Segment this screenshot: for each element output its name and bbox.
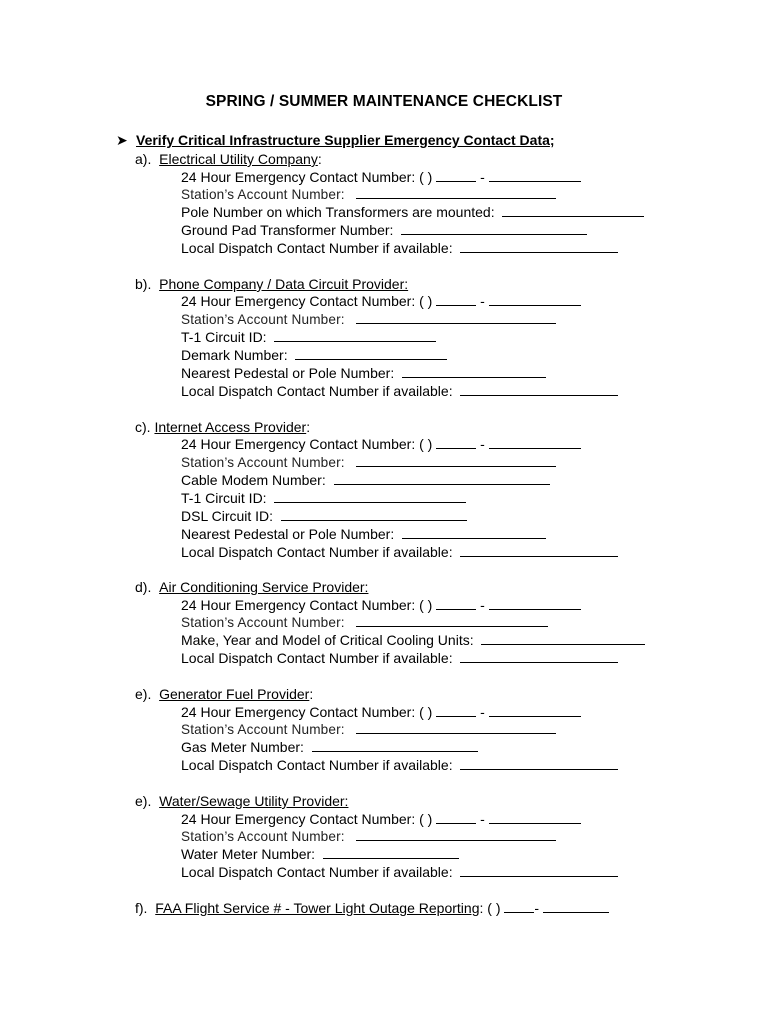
field-label: 24 Hour Emergency Contact Number: ( ) xyxy=(181,704,433,720)
field-label: T-1 Circuit ID: xyxy=(181,490,267,506)
section-letter: b). xyxy=(135,276,152,292)
area-code-blank[interactable] xyxy=(436,596,476,610)
section-suffix: : xyxy=(306,419,311,435)
pedestal-number-blank[interactable] xyxy=(402,364,546,378)
area-code-blank[interactable] xyxy=(436,435,476,449)
section-letter: c). xyxy=(135,419,151,435)
gas-meter-blank[interactable] xyxy=(312,738,478,752)
section-name: Electrical Utility Company xyxy=(159,151,318,167)
circuit-id-blank[interactable] xyxy=(274,489,466,503)
field-label: Gas Meter Number: xyxy=(181,739,304,755)
field-row xyxy=(181,863,618,881)
account-number-blank[interactable] xyxy=(356,720,556,734)
area-code-blank[interactable] xyxy=(436,810,476,824)
section-title-water-sewage xyxy=(135,792,348,810)
field-row: 24 Hour Emergency Contact Number: ( ) - xyxy=(181,435,581,453)
field-label: Ground Pad Transformer Number: xyxy=(181,222,394,238)
field-row xyxy=(181,613,548,632)
account-number-blank[interactable] xyxy=(356,185,556,199)
field-label: Cable Modem Number: xyxy=(181,472,326,488)
section-title-air-conditioning xyxy=(135,578,368,596)
field-label: Local Dispatch Contact Number if available: xyxy=(181,757,453,773)
section-name: Water/Sewage Utility Provider: xyxy=(159,793,349,809)
dispatch-number-blank[interactable] xyxy=(460,756,618,770)
dispatch-number-blank[interactable] xyxy=(460,543,618,557)
account-number-blank[interactable] xyxy=(356,310,556,324)
phone-number-blank[interactable] xyxy=(489,810,581,824)
dispatch-number-blank[interactable] xyxy=(460,863,618,877)
arrow-bullet-icon: ➤ xyxy=(116,132,128,148)
account-number-blank[interactable] xyxy=(356,613,548,627)
field-label: Station’s Account Number: xyxy=(181,187,345,202)
dispatch-number-blank[interactable] xyxy=(460,649,618,663)
field-label: Water Meter Number: xyxy=(181,846,316,862)
field-row xyxy=(181,489,466,507)
field-label: Local Dispatch Contact Number if available: xyxy=(181,864,453,880)
section-heading xyxy=(116,132,555,149)
field-row: 24 Hour Emergency Contact Number: ( ) - xyxy=(181,596,581,614)
phone-dash: - xyxy=(534,900,540,916)
dsl-id-blank[interactable] xyxy=(281,507,467,521)
field-label: Local Dispatch Contact Number if available: xyxy=(181,544,453,560)
field-label: Pole Number on which Transformers are mounted: xyxy=(181,204,495,220)
account-number-blank[interactable] xyxy=(356,827,556,841)
heading-suffix: ; xyxy=(549,132,555,148)
field-label: Local Dispatch Contact Number if available: xyxy=(181,383,453,399)
area-code-blank[interactable] xyxy=(436,703,476,717)
field-label: Local Dispatch Contact Number if available: xyxy=(181,650,453,666)
area-code-blank[interactable] xyxy=(504,899,534,913)
field-row xyxy=(181,221,587,239)
circuit-id-blank[interactable] xyxy=(274,328,436,342)
field-row: 24 Hour Emergency Contact Number: ( ) - xyxy=(181,703,581,721)
field-row xyxy=(181,756,618,774)
field-row xyxy=(181,507,467,525)
section-letter: d). xyxy=(135,579,152,595)
field-row xyxy=(181,185,556,204)
field-row xyxy=(181,239,618,257)
section-suffix: : ( ) xyxy=(479,900,501,916)
demark-number-blank[interactable] xyxy=(295,346,447,360)
field-row xyxy=(181,720,556,739)
page-title: SPRING / SUMMER MAINTENANCE CHECKLIST xyxy=(205,93,563,110)
phone-number-blank[interactable] xyxy=(489,168,581,182)
field-row xyxy=(181,203,644,221)
field-row xyxy=(181,525,546,543)
section-title-generator-fuel xyxy=(135,685,313,703)
area-code-blank[interactable] xyxy=(436,292,476,306)
field-row xyxy=(181,364,546,382)
field-label: Nearest Pedestal or Pole Number: xyxy=(181,526,395,542)
section-name: Air Conditioning Service Provider: xyxy=(159,579,369,595)
field-label: 24 Hour Emergency Contact Number: ( ) xyxy=(181,436,433,452)
field-row xyxy=(181,453,556,472)
field-row xyxy=(181,827,556,846)
field-label: 24 Hour Emergency Contact Number: ( ) xyxy=(181,597,433,613)
section-letter: e). xyxy=(135,793,152,809)
section-name: Generator Fuel Provider xyxy=(159,686,310,702)
pedestal-number-blank[interactable] xyxy=(402,525,546,539)
field-label: 24 Hour Emergency Contact Number: ( ) xyxy=(181,811,433,827)
section-name: FAA Flight Service # - Tower Light Outage Reporting xyxy=(155,900,480,916)
field-label: Nearest Pedestal or Pole Number: xyxy=(181,365,395,381)
section-title-phone xyxy=(135,275,408,293)
field-row xyxy=(181,346,447,364)
pole-number-blank[interactable] xyxy=(502,203,644,217)
section-title-electrical xyxy=(135,150,322,168)
field-label: Make, Year and Model of Critical Cooling Units: xyxy=(181,632,474,648)
field-label: Local Dispatch Contact Number if available: xyxy=(181,240,453,256)
phone-number-blank[interactable] xyxy=(489,596,581,610)
field-label: 24 Hour Emergency Contact Number: ( ) xyxy=(181,169,433,185)
section-name: Phone Company / Data Circuit Provider: xyxy=(159,276,409,292)
modem-number-blank[interactable] xyxy=(334,471,550,485)
dispatch-number-blank[interactable] xyxy=(460,382,618,396)
field-label: Station’s Account Number: xyxy=(181,722,345,737)
phone-number-blank[interactable] xyxy=(543,899,609,913)
field-row xyxy=(181,328,436,346)
transformer-number-blank[interactable] xyxy=(401,221,587,235)
section-letter: a). xyxy=(135,151,152,167)
field-label: T-1 Circuit ID: xyxy=(181,329,267,345)
field-row xyxy=(181,631,645,649)
heading-text: Verify Critical Infrastructure Supplier Emergency Contact Data xyxy=(136,132,550,148)
section-letter: e). xyxy=(135,686,152,702)
section-title-faa xyxy=(135,899,609,916)
field-row: 24 Hour Emergency Contact Number: ( ) - xyxy=(181,292,581,310)
field-label: Demark Number: xyxy=(181,347,288,363)
field-row xyxy=(181,382,618,400)
area-code-blank[interactable] xyxy=(436,168,476,182)
field-row: 24 Hour Emergency Contact Number: ( ) - xyxy=(181,810,581,828)
section-letter: f). xyxy=(135,900,148,916)
water-meter-blank[interactable] xyxy=(323,845,459,859)
field-row xyxy=(181,543,618,561)
field-row xyxy=(181,471,550,489)
section-suffix: : xyxy=(317,151,322,167)
cooling-units-blank[interactable] xyxy=(481,631,645,645)
phone-number-blank[interactable] xyxy=(489,703,581,717)
field-row xyxy=(181,310,556,329)
field-label: Station’s Account Number: xyxy=(181,455,345,470)
phone-number-blank[interactable] xyxy=(489,435,581,449)
field-row: 24 Hour Emergency Contact Number: ( ) - xyxy=(181,168,581,186)
field-row xyxy=(181,845,459,863)
field-row xyxy=(181,649,618,667)
field-row xyxy=(181,738,478,756)
field-label: 24 Hour Emergency Contact Number: ( ) xyxy=(181,293,433,309)
account-number-blank[interactable] xyxy=(356,453,556,467)
field-label: DSL Circuit ID: xyxy=(181,508,274,524)
section-title-internet xyxy=(135,418,310,436)
field-label: Station’s Account Number: xyxy=(181,615,345,630)
phone-number-blank[interactable] xyxy=(489,292,581,306)
section-suffix: : xyxy=(309,686,314,702)
section-name: Internet Access Provider xyxy=(154,419,307,435)
field-label: Station’s Account Number: xyxy=(181,312,345,327)
field-label: Station’s Account Number: xyxy=(181,829,345,844)
dispatch-number-blank[interactable] xyxy=(460,239,618,253)
